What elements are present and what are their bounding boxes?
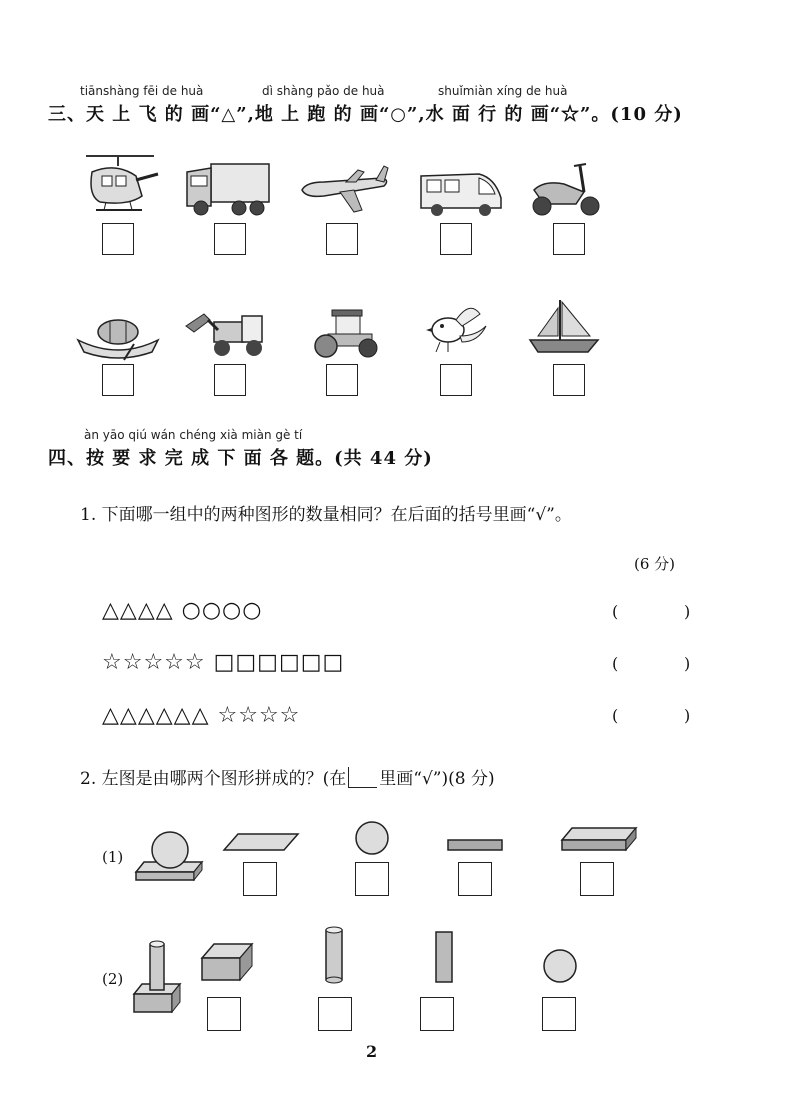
sailboat-icon: [524, 296, 604, 360]
truck-icon: [183, 158, 273, 220]
pinyin-2: dì shàng pǎo de huà: [262, 84, 385, 98]
answer-box-helicopter[interactable]: [102, 223, 134, 255]
question-2-text: [80, 764, 495, 789]
scooter-icon: [524, 158, 608, 220]
van-icon: [415, 166, 505, 218]
question-2-text-part-a: 2. 左图是由哪两个图形拼成的？(在: [80, 769, 347, 789]
q1-row-2-shapes: ☆☆☆☆☆ □□□□□□: [102, 650, 345, 675]
answer-box-scooter[interactable]: [553, 223, 585, 255]
q1-row-3-paren-close: ): [684, 706, 691, 725]
pinyin-1: tiānshàng fēi de huà: [80, 84, 204, 98]
q1-row-1-paren-open: (: [612, 602, 619, 621]
question-1-score: (6 分): [634, 555, 676, 573]
q1-row-2-paren-close: ): [684, 654, 691, 673]
road-roller-icon: [310, 304, 382, 360]
answer-box-rowboat[interactable]: [102, 364, 134, 396]
q2-row-1-label: (1): [102, 848, 124, 866]
cylinder-on-block-shape: [132, 938, 188, 1018]
tall-prism-shape: [432, 928, 458, 986]
question-2-text-part-b: 里画“√”)(8 分): [379, 769, 495, 789]
bird-icon: [420, 296, 490, 358]
section-4-heading: 四、按 要 求 完 成 下 面 各 题。(共 44 分): [48, 448, 433, 469]
page-number: 2: [366, 1042, 378, 1061]
inline-box-glyph: [348, 767, 377, 788]
answer-box-airplane[interactable]: [326, 223, 358, 255]
sphere-shape: [352, 818, 392, 858]
flat-plane-shape: [222, 830, 302, 856]
q1-row-1-answer-slot[interactable]: [626, 600, 680, 622]
q2-row-2-box-1[interactable]: [207, 997, 241, 1031]
q1-row-2-paren-open: (: [612, 654, 619, 673]
q2-row-2-box-2[interactable]: [318, 997, 352, 1031]
q2-row-1-box-3[interactable]: [458, 862, 492, 896]
q2-row-1-box-4[interactable]: [580, 862, 614, 896]
q1-row-3-paren-open: (: [612, 706, 619, 725]
sphere-shape-2: [540, 946, 580, 986]
q1-row-2-answer-slot[interactable]: [626, 652, 680, 674]
q2-row-2-box-3[interactable]: [420, 997, 454, 1031]
answer-box-excavator[interactable]: [214, 364, 246, 396]
pinyin-3: shuǐmiàn xíng de huà: [438, 84, 568, 98]
q1-row-3-shapes: △△△△△△ ☆☆☆☆: [102, 703, 301, 728]
q2-row-2-label: (2): [102, 970, 124, 988]
slab-shape: [560, 826, 640, 856]
q1-row-1-paren-close: ): [684, 602, 691, 621]
answer-box-sailboat[interactable]: [553, 364, 585, 396]
helicopter-icon: [72, 150, 162, 218]
airplane-icon: [296, 160, 392, 216]
excavator-icon: [180, 306, 272, 358]
thin-bar-shape: [446, 838, 506, 854]
section-3-heading: 三、天 上 飞 的 画“△”,地 上 跑 的 画“○”,水 面 行 的 画“☆”。(10 分): [48, 104, 683, 125]
answer-box-van[interactable]: [440, 223, 472, 255]
q2-row-1-box-2[interactable]: [355, 862, 389, 896]
q1-row-3-answer-slot[interactable]: [626, 704, 680, 726]
cuboid-shape: [200, 940, 256, 986]
tall-cylinder-shape: [322, 924, 348, 986]
pinyin-section-4: àn yāo qiú wán chéng xià miàn gè tí: [84, 428, 303, 442]
sphere-on-slab-shape: [130, 828, 210, 884]
answer-box-bird[interactable]: [440, 364, 472, 396]
question-1-text: 1. 下面哪一组中的两种图形的数量相同？在后面的括号里画“√”。: [80, 505, 572, 525]
q2-row-1-box-1[interactable]: [243, 862, 277, 896]
rowboat-icon: [74, 310, 162, 362]
q2-row-2-box-4[interactable]: [542, 997, 576, 1031]
answer-box-road-roller[interactable]: [326, 364, 358, 396]
q1-row-1-shapes: △△△△ ○○○○: [102, 598, 263, 623]
answer-box-truck[interactable]: [214, 223, 246, 255]
